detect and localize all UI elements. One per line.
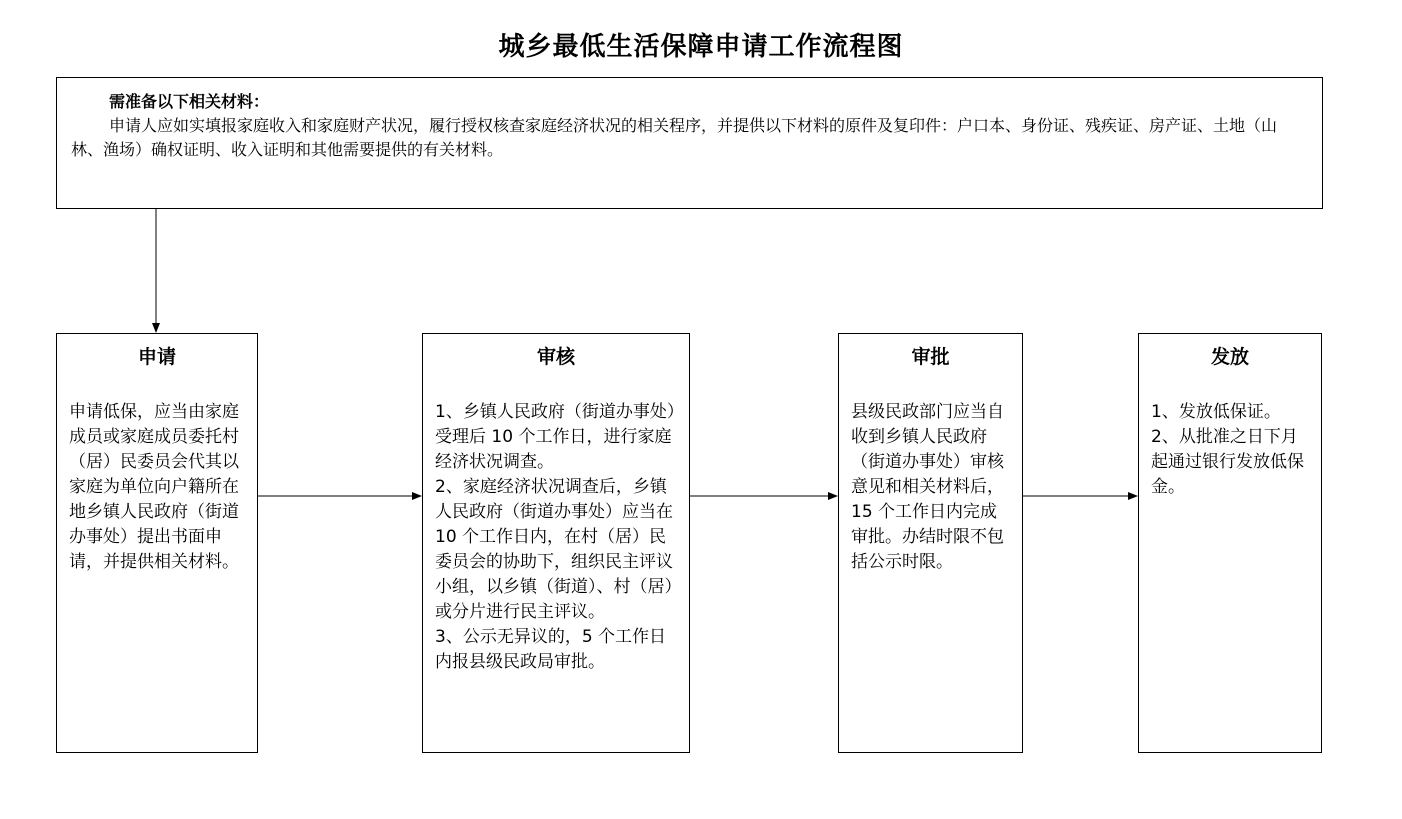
step-apply-box: [56, 333, 258, 753]
step-apply-title: 申请: [137, 346, 176, 368]
step-review-item: 3、公示无异议的，5 个工作日内报县级民政局审批。: [435, 627, 667, 672]
step-review-title: 审核: [536, 346, 575, 368]
step-approve-title: 审批: [911, 346, 950, 368]
step-approve-box: [838, 333, 1023, 753]
step-issue-item: 2、从批准之日下月起通过银行发放低保金。: [1151, 427, 1304, 497]
materials-body: 申请人应如实填报家庭收入和家庭财产状况，履行授权核查家庭经济状况的相关程序，并提供以下材料的原件及复印件：户口本、身份证、残疾证、房产证、土地（山林、渔场）确权证明、收入证明和其他需要提供的有关材料。: [71, 116, 1278, 159]
step-review-box: [422, 333, 690, 753]
step-approve-body: 县级民政部门应当自收到乡镇人民政府（街道办事处）审核意见和相关材料后，15 个工作日内完成审批。办结时限不包括公示时限。: [851, 402, 1004, 572]
materials-heading: 需准备以下相关材料：: [109, 92, 270, 111]
step-issue-title: 发放: [1210, 346, 1249, 368]
step-review-item: 1、乡镇人民政府（街道办事处）受理后 10 个工作日，进行家庭经济状况调查。: [435, 402, 676, 472]
page-title: 城乡最低生活保障申请工作流程图: [498, 32, 904, 62]
step-review-item: 2、家庭经济状况调查后，乡镇人民政府（街道办事处）应当在 10 个工作日内，在村（居）民委员会的协助下，组织民主评议小组，以乡镇（街道）、村（居）或分片进行民主评议。: [435, 477, 673, 622]
step-apply-body: 申请低保，应当由家庭成员或家庭成员委托村（居）民委员会代其以家庭为单位向户籍所在地乡镇人民政府（街道办事处）提出书面申请，并提供相关材料。: [69, 402, 239, 572]
step-issue-item: 1、发放低保证。: [1151, 402, 1281, 422]
step-issue-box: [1138, 333, 1322, 753]
